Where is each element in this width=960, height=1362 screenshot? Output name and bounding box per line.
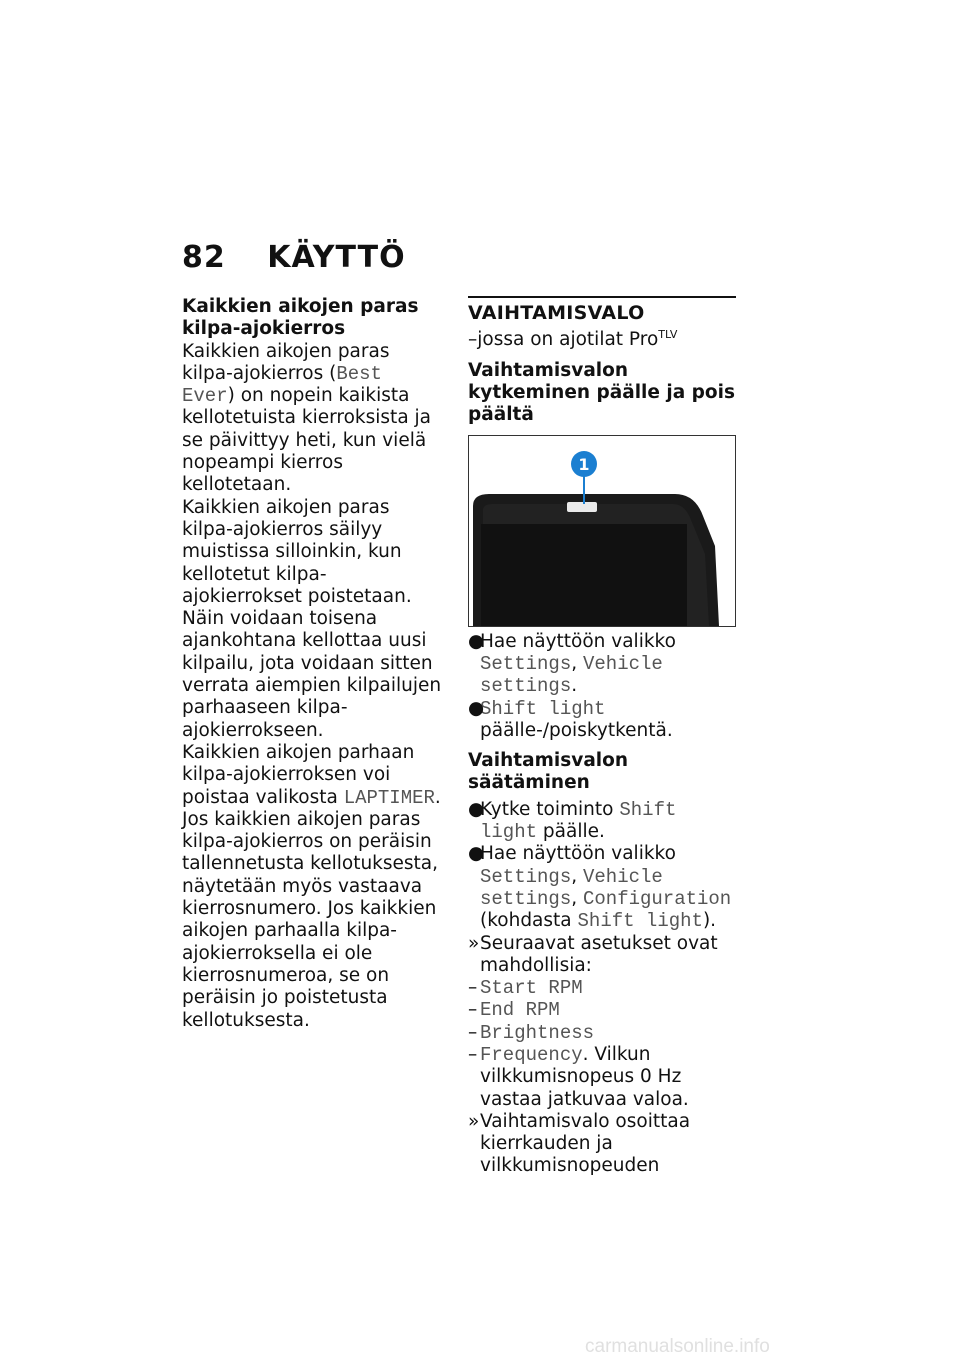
subtitle-sup: TLV: [658, 328, 678, 342]
paragraph-3: [182, 742, 446, 809]
dash-marker: –: [468, 977, 478, 999]
item-text: Hae näyttöön valikko: [480, 843, 676, 865]
bullet-marker: ●: [468, 697, 485, 719]
display-screen: [481, 524, 687, 626]
item-text: päälle-/poiskytkentä.: [480, 719, 673, 741]
display-figure: [468, 435, 736, 627]
bullet-marker: ●: [468, 843, 485, 865]
frequency-code: Frequency: [480, 1043, 583, 1066]
section-rule: [468, 296, 736, 298]
configuration-code: Configuration: [582, 887, 732, 910]
p1-text-b: ) on nopein kaikista kellotetuista kierroksista ja se päivittyy heti, kun vielä nopeampi kierros kellotetaan.: [182, 385, 432, 496]
vehicle-settings-code: Vehicle settings: [480, 865, 663, 910]
option-item: [468, 1022, 738, 1044]
bullet-marker: ●: [468, 798, 485, 820]
p3-text-a: Kaikkien aikojen parhaan kilpa-ajokierroksen voi poistaa valikosta: [182, 741, 415, 808]
option-item: [468, 1044, 738, 1111]
item-text: (kohdasta: [480, 910, 578, 932]
result-item: [468, 933, 738, 978]
shift-light-code: Shift light: [480, 697, 606, 720]
vehicle-settings-code: Vehicle settings: [480, 652, 663, 698]
best-ever-code: Best Ever: [182, 362, 382, 408]
item-text: ).: [702, 910, 717, 932]
paragraph-1: [182, 341, 446, 497]
item-text: . Vilkun vilkkumisnopeus 0 Hz vastaa jatkuvaa valoa.: [480, 1043, 689, 1110]
onoff-heading: Vaihtamisvalon kytkeminen päälle ja pois päältä: [468, 359, 735, 426]
item-text: ,: [571, 887, 583, 909]
dash-marker: –: [468, 1021, 478, 1043]
chapter-title: KÄYTTÖ: [267, 240, 406, 275]
left-column: [182, 296, 446, 1032]
option-item: [468, 999, 738, 1021]
best-ever-heading: Kaikkien aikojen paras kilpa-ajokierros: [182, 296, 419, 340]
paragraph-4: Jos kaikkien aikojen paras kilpa-ajokierros on peräisin tallennetusta kellotuksesta, näytetään myös vastaava kierrosnumero. Jos kaikkien aikojen parhaalla kilpa-ajokierroksella ei ole kierrosnumeroa, se on peräisin jo poistetusta kellotuksesta.: [182, 808, 439, 1031]
section-title: VAIHTAMISVALO: [468, 302, 645, 324]
result-marker: »: [468, 932, 480, 954]
p3-text-b: .: [434, 786, 441, 808]
settings-code: Settings: [480, 652, 572, 675]
brightness-code: Brightness: [480, 1021, 595, 1044]
adjust-list: [468, 799, 738, 1178]
option-item: [468, 977, 738, 999]
laptimer-code: LAPTIMER: [343, 786, 435, 809]
bullet-marker: ●: [468, 630, 485, 652]
start-rpm-code: Start RPM: [480, 977, 583, 1000]
result-marker: »: [468, 1110, 480, 1132]
item-text: .: [571, 675, 578, 697]
item-text: Hae näyttöön valikko: [480, 630, 676, 652]
shift-light-code: Shift light: [480, 798, 677, 844]
list-item: [468, 799, 738, 844]
paragraph-2: Kaikkien aikojen paras kilpa-ajokierros säilyy muistissa silloinkin, kun kellotetut kilpa-ajokierrokset poistetaan. Näin voidaan toisena ajankohtana kellottaa uusi kilpailu, jota voidaan sitten verrata aiempien kilpailujen parhaaseen kilpa-ajokierrokseen.: [182, 496, 442, 741]
dash-marker: –: [468, 999, 478, 1021]
result-item: [468, 1111, 738, 1178]
item-text: Kytke toiminto: [480, 798, 620, 820]
list-item: [468, 843, 738, 932]
page-header: [182, 240, 406, 275]
callout-number: 1: [578, 454, 590, 474]
shift-light-code: Shift light: [577, 910, 703, 933]
list-item: [468, 631, 738, 698]
watermark: carmanualsonline.info: [585, 1336, 770, 1357]
settings-code: Settings: [480, 865, 572, 888]
onoff-list: [468, 631, 738, 742]
subtitle-text: –jossa on ajotilat Pro: [468, 329, 659, 351]
right-column: [468, 296, 738, 1178]
end-rpm-code: End RPM: [480, 999, 560, 1022]
item-text: Vaihtamisvalo osoittaa kierrkauden ja vilkkumisnopeuden: [480, 1110, 691, 1177]
page-number: 82: [182, 240, 226, 275]
item-text: päälle.: [537, 821, 605, 843]
section-subtitle: [468, 324, 738, 351]
p1-text-a: Kaikkien aikojen paras kilpa-ajokierros (: [182, 340, 390, 384]
display-illustration: [469, 436, 735, 626]
list-item: [468, 698, 738, 743]
dash-marker: –: [468, 1043, 478, 1065]
shift-light: [567, 502, 597, 512]
item-text: ,: [571, 865, 583, 887]
item-text: Seuraavat asetukset ovat mahdollisia:: [480, 932, 718, 976]
adjust-heading: Vaihtamisvalon säätäminen: [468, 750, 629, 794]
item-text: ,: [571, 652, 583, 674]
